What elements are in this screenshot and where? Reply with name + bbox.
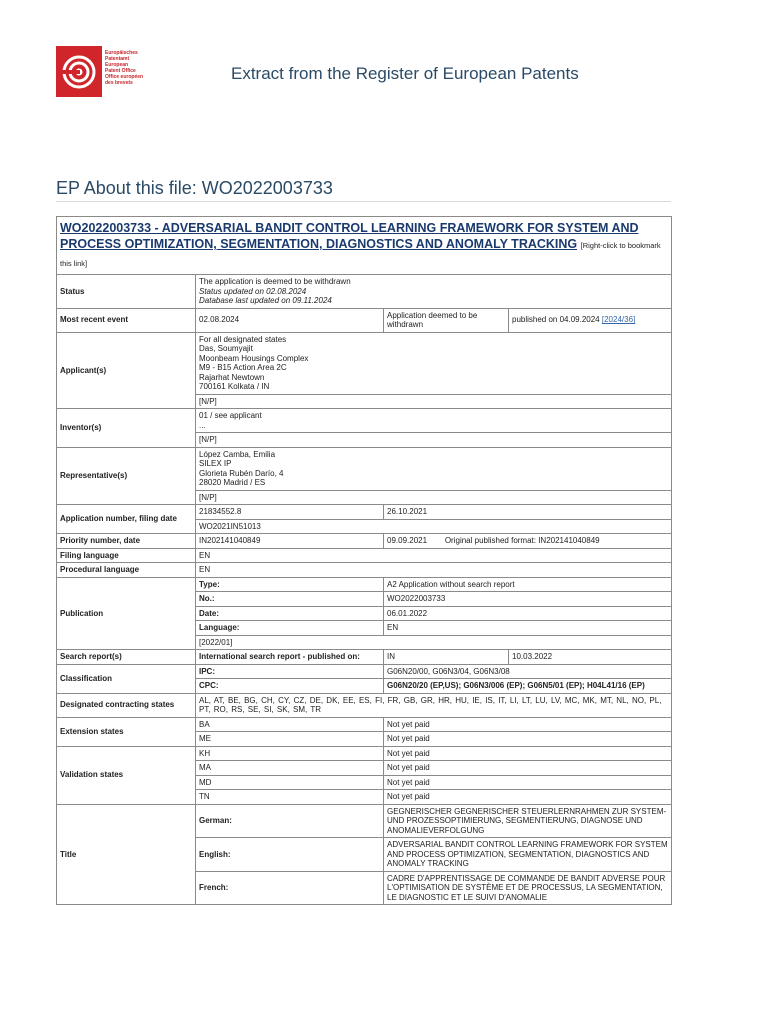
validation-state: TN <box>196 790 384 805</box>
extension-status: Not yet paid <box>384 732 672 747</box>
validation-status: Not yet paid <box>384 746 672 761</box>
application-label: Application number, filing date <box>57 505 196 534</box>
register-title: Extract from the Register of European Patents <box>231 64 579 83</box>
title-lang-row <box>57 804 672 838</box>
applicant-address: For all designated states Das, Soumyajit Moonbeam Housings Complex M9 - B15 Action Area 2C Rajarhat Newtown 700161 Kolkata / IN <box>196 332 672 394</box>
title-french: CADRE D'APPRENTISSAGE DE COMMANDE DE BANDIT ADVERSE POUR L'OPTIMISATION DE SYSTÈME ET DE PROCESSUS, LA SEGMENTATION, LE DIAGNOSTIC ET LE SUIVI D'ANOMALIE <box>384 871 672 905</box>
title-german-label: German: <box>196 804 384 838</box>
extension-status: Not yet paid <box>384 717 672 732</box>
extension-state: ME <box>196 732 384 747</box>
representative-label: Representative(s) <box>57 447 196 505</box>
designated-label: Designated contracting states <box>57 693 196 717</box>
cpc-value: G06N20/20 (EP,US); G06N3/006 (EP); G06N5/01 (EP); H04L41/16 (EP) <box>384 679 672 694</box>
publication-language: EN <box>384 621 672 636</box>
page-heading: EP About this file: WO2022003733 <box>56 178 333 198</box>
priority-row <box>57 534 672 549</box>
publication-language-label: Language: <box>196 621 384 636</box>
title-french-label: French: <box>196 871 384 905</box>
applicant-np: [N/P] <box>196 394 672 409</box>
inventor-label: Inventor(s) <box>57 409 196 448</box>
publication-type-label: Type: <box>196 577 384 592</box>
status-value <box>196 275 672 309</box>
validation-label: Validation states <box>57 746 196 804</box>
recent-event-text: Application deemed to be withdrawn <box>384 308 509 332</box>
ipc-value: G06N20/00, G06N3/04, G06N3/08 <box>384 664 672 679</box>
record-number-link[interactable]: WO2022003733 <box>60 221 152 235</box>
bookmark-hint: [Right-click to bookmark this link] <box>60 241 661 268</box>
designated-states: AL, AT, BE, BG, CH, CY, CZ, DE, DK, EE, ES, FI, FR, GB, GR, HR, HU, IE, IS, IT, LI, LT, LU, LV, MC, MK, MT, NL, NO, PL, PT, RO, RS, SE, SI, SK, SM, TR <box>196 693 672 717</box>
procedural-language-label: Procedural language <box>57 563 196 578</box>
cpc-label: CPC: <box>196 679 384 694</box>
status-updated: Status updated on 02.08.2024 <box>199 286 307 296</box>
publication-bulletin: [2022/01] <box>196 635 672 650</box>
filing-language-value: EN <box>196 548 672 563</box>
validation-status: Not yet paid <box>384 790 672 805</box>
extension-label: Extension states <box>57 717 196 746</box>
search-report-date: 10.03.2022 <box>509 650 672 665</box>
validation-state: KH <box>196 746 384 761</box>
application-row <box>57 505 672 520</box>
priority-label: Priority number, date <box>57 534 196 549</box>
epo-logo-icon <box>56 46 102 97</box>
publication-row <box>57 577 672 592</box>
inventor-value: 01 / see applicant ... <box>196 409 672 433</box>
representative-address: López Camba, Emilia SILEX IP Glorieta Rubén Darío, 4 28020 Madrid / ES <box>196 447 672 490</box>
status-row <box>57 275 672 309</box>
publication-date-label: Date: <box>196 606 384 621</box>
application-number: 21834552.8 <box>196 505 384 520</box>
search-report-row <box>57 650 672 665</box>
priority-number: IN202141040849 <box>196 534 384 549</box>
record-title-text: - ADVERSARIAL BANDIT CONTROL LEARNING FRAMEWORK FOR SYSTEM AND PROCESS OPTIMIZATION, SEGMENTATION, DIAGNOSTICS AND ANOMALY TRACKING <box>60 221 639 251</box>
recent-event-row <box>57 308 672 332</box>
extension-row <box>57 717 672 732</box>
representative-row <box>57 447 672 490</box>
procedural-language-row <box>57 563 672 578</box>
status-text: The application is deemed to be withdrawn <box>199 277 351 286</box>
epo-logo <box>56 46 163 97</box>
priority-date: 09.09.2021 Original published format: IN202141040849 <box>384 534 672 549</box>
extension-state: BA <box>196 717 384 732</box>
title-english-label: English: <box>196 838 384 872</box>
database-updated: Database last updated on 09.11.2024 <box>199 296 332 305</box>
inventor-row <box>57 409 672 433</box>
application-date: 26.10.2021 <box>384 505 672 520</box>
recent-event-published: published on 04.09.2024 [2024/36] <box>509 308 672 332</box>
status-label: Status <box>57 275 196 309</box>
procedural-language-value: EN <box>196 563 672 578</box>
search-report-sub: International search report - published on: <box>196 650 384 665</box>
applicant-row <box>57 332 672 394</box>
applicant-label: Applicant(s) <box>57 332 196 409</box>
application-wo: WO2021IN51013 <box>196 519 672 534</box>
title-german: GEGNERISCHER GEGNERISCHER STEUERLERNRAHMEN ZUR SYSTEM- UND PROZESSOPTIMIERUNG, SEGMENTIERUNG, DIAGNOSE UND ANOMALIEVERFOLGUNG <box>384 804 672 838</box>
publication-date: 06.01.2022 <box>384 606 672 621</box>
publication-type: A2 Application without search report <box>384 577 672 592</box>
validation-status: Not yet paid <box>384 775 672 790</box>
ipc-label: IPC: <box>196 664 384 679</box>
epo-logo-wordmark: Europäisches Patentamt European Patent Office Office européen des brevets <box>102 46 163 97</box>
publication-label: Publication <box>57 577 196 650</box>
record-title <box>57 217 672 275</box>
filing-language-row <box>57 548 672 563</box>
search-report-office: IN <box>384 650 509 665</box>
publication-no-label: No.: <box>196 592 384 607</box>
designated-row <box>57 693 672 717</box>
title-label: Title <box>57 804 196 905</box>
representative-np: [N/P] <box>196 490 672 505</box>
validation-state: MD <box>196 775 384 790</box>
heading-divider <box>56 201 671 202</box>
bulletin-link[interactable]: [2024/36] <box>601 315 636 325</box>
classification-row <box>57 664 672 679</box>
title-english: ADVERSARIAL BANDIT CONTROL LEARNING FRAMEWORK FOR SYSTEM AND PROCESS OPTIMIZATION, SEGMENTATION, DIAGNOSTICS AND ANOMALY TRACKING <box>384 838 672 872</box>
recent-event-label: Most recent event <box>57 308 196 332</box>
search-report-label: Search report(s) <box>57 650 196 665</box>
title-row <box>57 217 672 275</box>
validation-status: Not yet paid <box>384 761 672 776</box>
recent-event-date: 02.08.2024 <box>196 308 384 332</box>
register-table <box>56 216 672 905</box>
filing-language-label: Filing language <box>57 548 196 563</box>
publication-no: WO2022003733 <box>384 592 672 607</box>
classification-label: Classification <box>57 664 196 693</box>
validation-row <box>57 746 672 761</box>
inventor-np: [N/P] <box>196 433 672 448</box>
validation-state: MA <box>196 761 384 776</box>
